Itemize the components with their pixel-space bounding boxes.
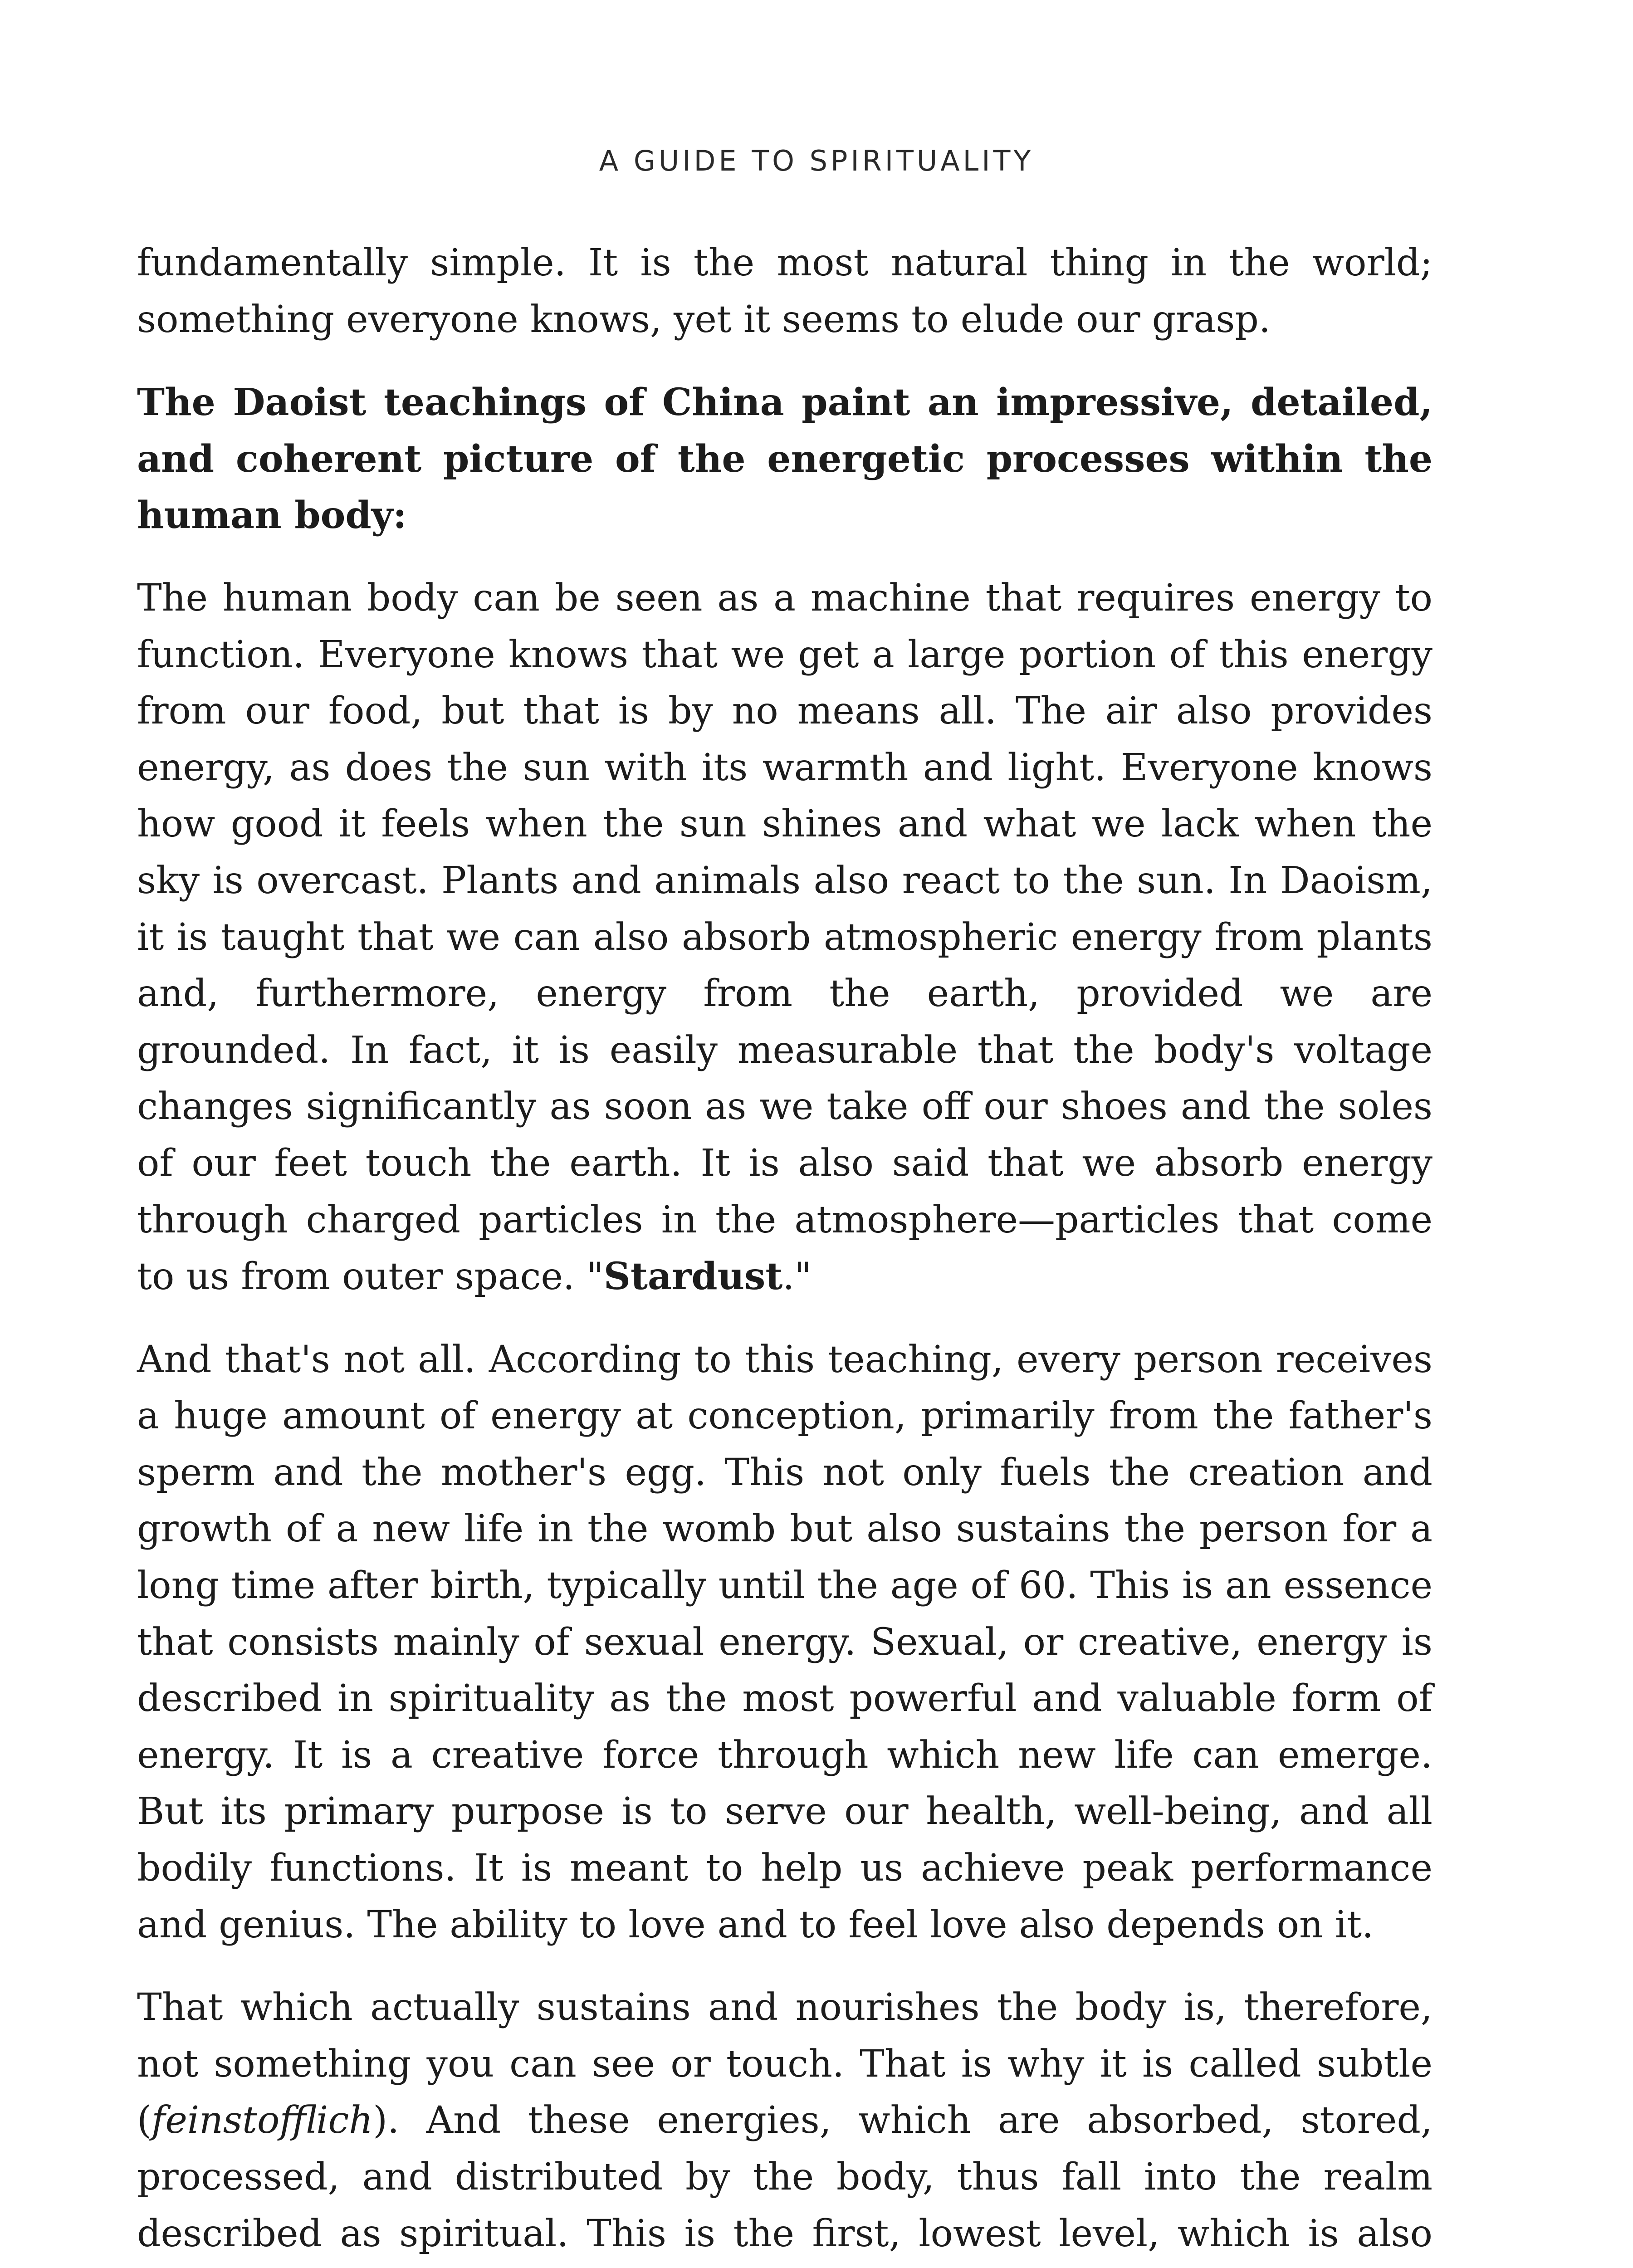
stardust-bold-word: Stardust bbox=[603, 1255, 783, 1299]
paragraph-energy-sources bbox=[137, 570, 1433, 1305]
paragraph-subtle-energy-text: That which actually sustains and nourishes the body is, therefore, not something you can see or touch. That is why it is called subtle ( bbox=[137, 1986, 1433, 2142]
feinstofflich-italic-word: feinstofflich bbox=[152, 2099, 373, 2142]
paragraph-heading-bold: The Daoist teachings of China paint an impressive, detailed, and coherent picture of the energetic processes within the human body: bbox=[137, 381, 1433, 538]
paragraph-continuation: fundamentally simple. It is the most natural thing in the world; something everyone knows, yet it seems to elude our grasp. bbox=[137, 241, 1433, 341]
paragraph-energy-sources-tail: ." bbox=[782, 1255, 812, 1299]
paragraph-energy-sources-text: The human body can be seen as a machine that requires energy to function. Everyone knows that we get a large portion of this energy from our food, but that is by no means all. The air also provides energy, as does the sun with its warmth and light. Everyone knows how good it feels when the sun shines and what we lack when the sky is overcast. Plants and animals also react to the sun. In Daoism, it is taught that we can also absorb atmospheric energy from plants and, furthermore, energy from the earth, provided we are grounded. In fact, it is easily measurable that the body's voltage changes significantly as soon as we take off our shoes and the soles of our feet touch the earth. It is also said that we absorb energy through charged particles in the atmosphere—particles that come to us from outer space. " bbox=[137, 576, 1433, 1299]
body-text bbox=[137, 235, 1433, 2268]
paragraph-conception-energy: And that's not all. According to this teaching, every person receives a huge amount of energy at conception, primarily from the father's sperm and the mother's egg. This not only fuels the creation and growth of a new life in the womb but also sustains the person for a long time after birth, typically until the age of 60. This is an essence that consists mainly of sexual energy. Sexual, or creative, energy is described in spirituality as the most powerful and valuable form of energy. It is a creative force through which new life can emerge. But its primary purpose is to serve our health, well-being, and all bodily functions. It is meant to help us achieve peak performance and genius. The ability to love and to feel love also depends on it. bbox=[137, 1338, 1433, 1946]
paragraph-subtle-energy bbox=[137, 1980, 1433, 2268]
running-head-title: A GUIDE TO SPIRITUALITY bbox=[599, 144, 1034, 177]
paragraph-subtle-energy-tail: ). And these energies, which are absorbed, stored, processed, and distributed by the body, thus fall into the realm described as spiritual. This is the first, lowest level, which is also bbox=[137, 2099, 1433, 2255]
